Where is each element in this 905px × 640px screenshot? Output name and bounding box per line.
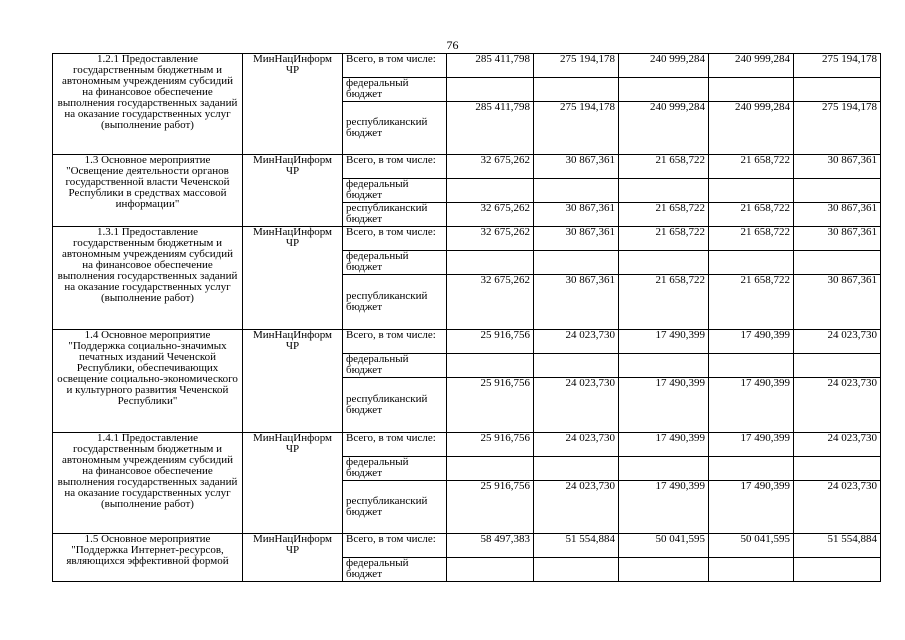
value-cell	[794, 179, 881, 203]
budget-table	[52, 53, 881, 582]
value-cell	[794, 251, 881, 275]
value-cell	[709, 179, 794, 203]
source-cell: Всего, в том числе:	[343, 227, 447, 251]
value-cell: 51 554,884	[794, 534, 881, 558]
value-cell	[709, 354, 794, 378]
value-cell	[447, 179, 534, 203]
value-cell: 17 490,399	[619, 330, 709, 354]
value-cell: 32 675,262	[447, 275, 534, 330]
value-cell: 21 658,722	[619, 155, 709, 179]
value-cell: 50 041,595	[619, 534, 709, 558]
value-cell: 50 041,595	[709, 534, 794, 558]
source-cell: республиканский бюджет	[343, 378, 447, 433]
table-row	[53, 433, 881, 457]
executor-cell: МинНацИнформ ЧР	[243, 433, 343, 534]
value-cell: 17 490,399	[619, 378, 709, 433]
value-cell: 17 490,399	[619, 481, 709, 534]
value-cell: 21 658,722	[709, 155, 794, 179]
value-cell: 30 867,361	[794, 227, 881, 251]
value-cell	[709, 251, 794, 275]
value-cell: 24 023,730	[794, 378, 881, 433]
value-cell: 30 867,361	[794, 203, 881, 227]
value-cell	[619, 78, 709, 102]
source-cell: федеральный бюджет	[343, 179, 447, 203]
value-cell	[534, 179, 619, 203]
source-cell: Всего, в том числе:	[343, 54, 447, 78]
value-cell: 32 675,262	[447, 227, 534, 251]
source-cell: республиканский бюджет	[343, 481, 447, 534]
source-cell: республиканский бюджет	[343, 102, 447, 155]
executor-cell: МинНацИнформ ЧР	[243, 54, 343, 155]
source-cell: федеральный бюджет	[343, 558, 447, 582]
value-cell: 58 497,383	[447, 534, 534, 558]
value-cell: 24 023,730	[794, 481, 881, 534]
value-cell	[534, 457, 619, 481]
source-cell: Всего, в том числе:	[343, 534, 447, 558]
table-row	[53, 330, 881, 354]
value-cell: 24 023,730	[534, 481, 619, 534]
value-cell	[709, 457, 794, 481]
value-cell: 21 658,722	[619, 203, 709, 227]
value-cell	[447, 251, 534, 275]
source-cell: Всего, в том числе:	[343, 433, 447, 457]
value-cell	[534, 78, 619, 102]
value-cell: 275 194,178	[534, 102, 619, 155]
value-cell	[619, 251, 709, 275]
budget-table-body	[53, 54, 881, 582]
table-row	[53, 534, 881, 558]
value-cell: 285 411,798	[447, 54, 534, 78]
value-cell: 17 490,399	[709, 378, 794, 433]
value-cell: 25 916,756	[447, 433, 534, 457]
value-cell	[447, 78, 534, 102]
value-cell: 25 916,756	[447, 330, 534, 354]
value-cell: 21 658,722	[619, 275, 709, 330]
executor-cell: МинНацИнформ ЧР	[243, 227, 343, 330]
value-cell: 30 867,361	[794, 275, 881, 330]
value-cell: 25 916,756	[447, 378, 534, 433]
value-cell	[709, 558, 794, 582]
executor-cell: МинНацИнформ ЧР	[243, 534, 343, 582]
value-cell	[534, 558, 619, 582]
value-cell	[534, 251, 619, 275]
source-cell: Всего, в том числе:	[343, 155, 447, 179]
source-cell: федеральный бюджет	[343, 457, 447, 481]
value-cell: 240 999,284	[709, 54, 794, 78]
value-cell: 240 999,284	[709, 102, 794, 155]
value-cell: 24 023,730	[534, 330, 619, 354]
value-cell	[619, 179, 709, 203]
source-cell: федеральный бюджет	[343, 354, 447, 378]
value-cell: 32 675,262	[447, 155, 534, 179]
value-cell	[619, 558, 709, 582]
value-cell: 275 194,178	[794, 102, 881, 155]
value-cell: 275 194,178	[794, 54, 881, 78]
source-cell: федеральный бюджет	[343, 251, 447, 275]
value-cell: 21 658,722	[709, 275, 794, 330]
executor-cell: МинНацИнформ ЧР	[243, 155, 343, 227]
value-cell: 285 411,798	[447, 102, 534, 155]
value-cell: 21 658,722	[619, 227, 709, 251]
value-cell: 30 867,361	[534, 227, 619, 251]
page-number: 76	[446, 38, 459, 52]
value-cell: 17 490,399	[709, 330, 794, 354]
value-cell	[619, 354, 709, 378]
source-cell: федеральный бюджет	[343, 78, 447, 102]
executor-cell: МинНацИнформ ЧР	[243, 330, 343, 433]
value-cell	[794, 78, 881, 102]
value-cell: 24 023,730	[534, 433, 619, 457]
value-cell: 275 194,178	[534, 54, 619, 78]
activity-cell: 1.3 Основное мероприятие "Освещение деятельности органов государственной власти Чеченской Республики в средствах массовой информации"	[53, 155, 243, 227]
value-cell	[709, 78, 794, 102]
value-cell	[447, 457, 534, 481]
value-cell: 25 916,756	[447, 481, 534, 534]
value-cell: 21 658,722	[709, 203, 794, 227]
table-row	[53, 227, 881, 251]
activity-cell: 1.5 Основное мероприятие "Поддержка Интернет-ресурсов, являющихся эффективной формой	[53, 534, 243, 582]
value-cell: 17 490,399	[619, 433, 709, 457]
activity-cell: 1.3.1 Предоставление государственным бюджетным и автономным учреждениям субсидий на финансовое обеспечение выполнения государственных заданий на оказание государственных услуг (выполнение работ)	[53, 227, 243, 330]
activity-cell: 1.4.1 Предоставление государственным бюджетным и автономным учреждениям субсидий на финансовое обеспечение выполнения государственных заданий на оказание государственных услуг (выполнение работ)	[53, 433, 243, 534]
source-cell: Всего, в том числе:	[343, 330, 447, 354]
source-cell: республиканский бюджет	[343, 203, 447, 227]
value-cell: 30 867,361	[534, 275, 619, 330]
value-cell: 24 023,730	[794, 330, 881, 354]
value-cell: 17 490,399	[709, 433, 794, 457]
value-cell	[794, 457, 881, 481]
value-cell: 17 490,399	[709, 481, 794, 534]
value-cell: 24 023,730	[794, 433, 881, 457]
value-cell: 240 999,284	[619, 54, 709, 78]
value-cell: 30 867,361	[794, 155, 881, 179]
value-cell: 30 867,361	[534, 203, 619, 227]
value-cell: 21 658,722	[709, 227, 794, 251]
value-cell: 30 867,361	[534, 155, 619, 179]
table-row	[53, 155, 881, 179]
value-cell	[534, 354, 619, 378]
table-row	[53, 54, 881, 78]
value-cell	[447, 558, 534, 582]
value-cell: 240 999,284	[619, 102, 709, 155]
value-cell: 51 554,884	[534, 534, 619, 558]
source-cell: республиканский бюджет	[343, 275, 447, 330]
activity-cell: 1.4 Основное мероприятие "Поддержка социально-значимых печатных изданий Чеченской Республики, обеспечивающих освещение социально-экономического и культурного развития Чеченской Республики"	[53, 330, 243, 433]
value-cell: 32 675,262	[447, 203, 534, 227]
value-cell	[447, 354, 534, 378]
value-cell	[794, 354, 881, 378]
value-cell	[794, 558, 881, 582]
activity-cell: 1.2.1 Предоставление государственным бюджетным и автономным учреждениям субсидий на финансовое обеспечение выполнения государственных заданий на оказание государственных услуг (выполнение работ)	[53, 54, 243, 155]
value-cell	[619, 457, 709, 481]
value-cell: 24 023,730	[534, 378, 619, 433]
